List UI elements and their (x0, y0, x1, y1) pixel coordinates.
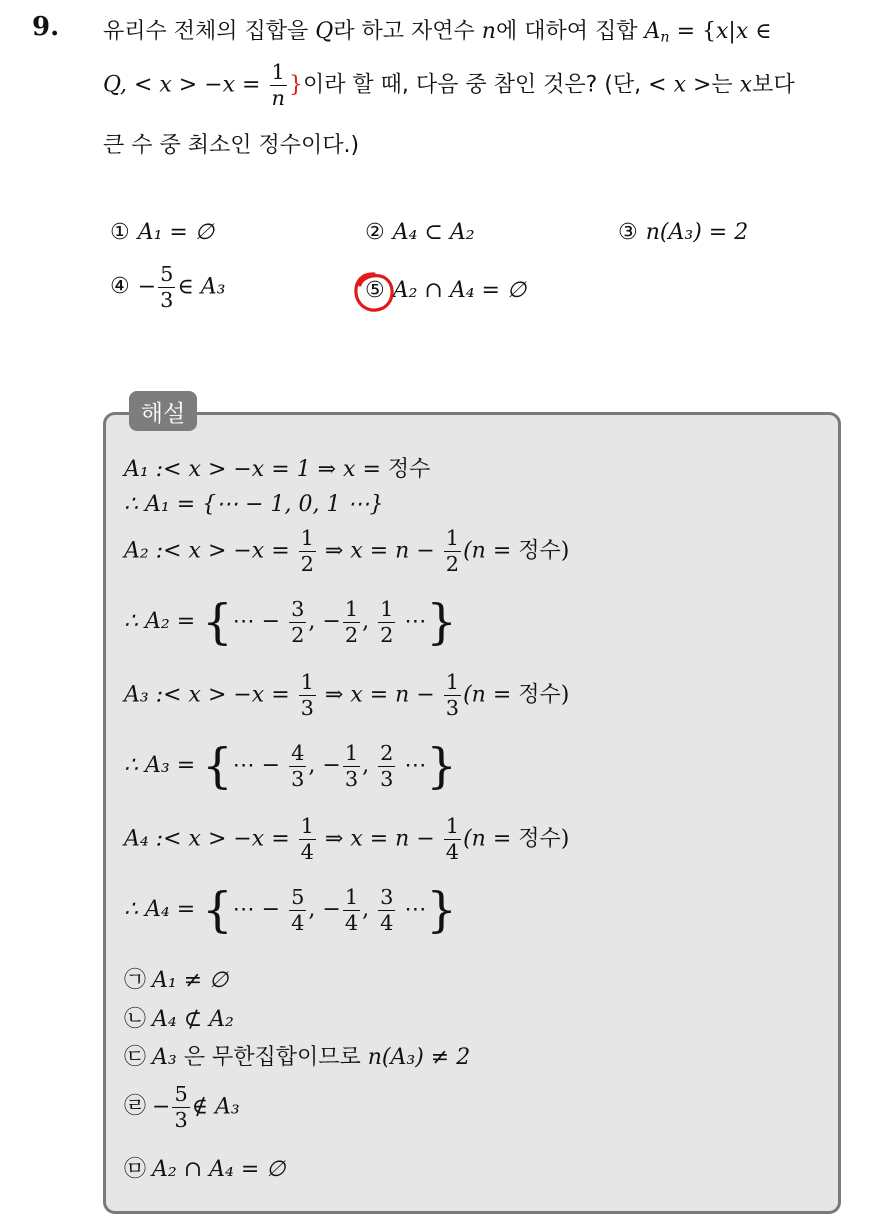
set-close: } (288, 72, 303, 98)
fraction: $\frac{1}{2}$ (380, 596, 394, 647)
solution-item-4: ㉣ − $\frac{5}{3}$ ∉ A₃ (124, 1082, 240, 1132)
solution-line-2: ∴ A₁ = {⋯ − 1, 0, 1 ⋯} (124, 492, 384, 517)
solution-line-3: A₂ :< x > −x = $\frac{1}{2}$ ⇒ x = n − $\frac{1}{2}$ (n = 정수) (124, 526, 570, 576)
fraction: $\frac{3}{4}$ (380, 884, 394, 935)
set-open: = { (669, 19, 716, 44)
fraction: $\frac{1}{2}$ (445, 526, 460, 576)
fraction: $\frac{3}{2}$ (291, 596, 305, 647)
open-brace: { (202, 882, 233, 938)
choice-4[interactable]: ④ − $\frac{5}{3}$ ∈ A₃ (110, 262, 226, 312)
fraction: $\frac{1}{3}$ (445, 670, 460, 720)
solution-line-5: A₃ :< x > −x = $\frac{1}{3}$ ⇒ x = n − $\frac{1}{3}$ (n = 정수) (124, 670, 570, 720)
fraction: $\frac{1}{4}$ (344, 884, 359, 935)
solution-tag: 해설 (129, 391, 197, 431)
solution-line-7: A₄ :< x > −x = $\frac{1}{4}$ ⇒ x = n − $\frac{1}{4}$ (n = 정수) (124, 814, 570, 864)
close-brace: } (426, 738, 457, 794)
question-number: 9. (32, 12, 60, 42)
solution-item-2: ㉡ A₄ ⊄ A₂ (124, 1007, 234, 1032)
fraction: $\frac{1}{4}$ (300, 814, 314, 864)
close-brace: } (426, 882, 457, 938)
fraction: $\frac{1}{n}$ (271, 60, 285, 110)
choice-1[interactable]: ① A₁ = ∅ (110, 220, 215, 245)
solution-line-8: ∴ A₄ = {⋯ − $\frac{5}{4}$ , − $\frac{1}{4}$ , $\frac{3}{4}$ ⋯} (124, 882, 457, 938)
fraction: $\frac{5}{3}$ (160, 262, 174, 312)
close-brace: } (426, 594, 457, 650)
fraction: $\frac{5}{4}$ (291, 884, 305, 935)
choice-5[interactable]: ⑤ A₂ ∩ A₄ = ∅ (365, 278, 527, 303)
fraction: $\frac{1}{3}$ (300, 670, 314, 720)
question-line-2: Q, < x > −x = $\frac{1}{n}$ }이라 할 때, 다음 중 참인 것은? (단, < x >는 x보다 (103, 60, 795, 110)
solution-line-1: A₁ :< x > −x = 1 ⇒ x = 정수 (124, 457, 431, 482)
solution-line-4: ∴ A₂ = {⋯ − $\frac{3}{2}$ , − $\frac{1}{2}$ , $\frac{1}{2}$ ⋯} (124, 594, 457, 650)
solution-item-1: ㉠ A₁ ≠ ∅ (124, 968, 229, 993)
solution-item-3: ㉢ A₃ 은 무한집합이므로 n(A₃) ≠ 2 (124, 1045, 471, 1070)
fraction: $\frac{2}{3}$ (380, 740, 394, 791)
fraction: $\frac{1}{4}$ (445, 814, 460, 864)
open-brace: { (202, 594, 233, 650)
fraction: $\frac{1}{3}$ (344, 740, 359, 791)
answer-circle-mark-icon (352, 270, 396, 314)
solution-line-6: ∴ A₃ = {⋯ − $\frac{4}{3}$ , − $\frac{1}{3}$ , $\frac{2}{3}$ ⋯} (124, 738, 457, 794)
question-line-3: 큰 수 중 최소인 정수이다.) (103, 133, 360, 158)
fraction: $\frac{4}{3}$ (291, 740, 305, 791)
solution-item-5: ㉤ A₂ ∩ A₄ = ∅ (124, 1157, 286, 1182)
open-brace: { (202, 738, 233, 794)
fraction: $\frac{1}{2}$ (300, 526, 314, 576)
question-line-1: 유리수 전체의 집합을 Q라 하고 자연수 n에 대하여 집합 $A_n = \{x|x$ ∈ (103, 19, 772, 46)
choice-2[interactable]: ② A₄ ⊂ A₂ (365, 220, 475, 245)
choice-3[interactable]: ③ n(A₃) = 2 (618, 220, 749, 245)
fraction: $\frac{1}{2}$ (344, 596, 359, 647)
fraction: $\frac{5}{3}$ (174, 1082, 188, 1132)
